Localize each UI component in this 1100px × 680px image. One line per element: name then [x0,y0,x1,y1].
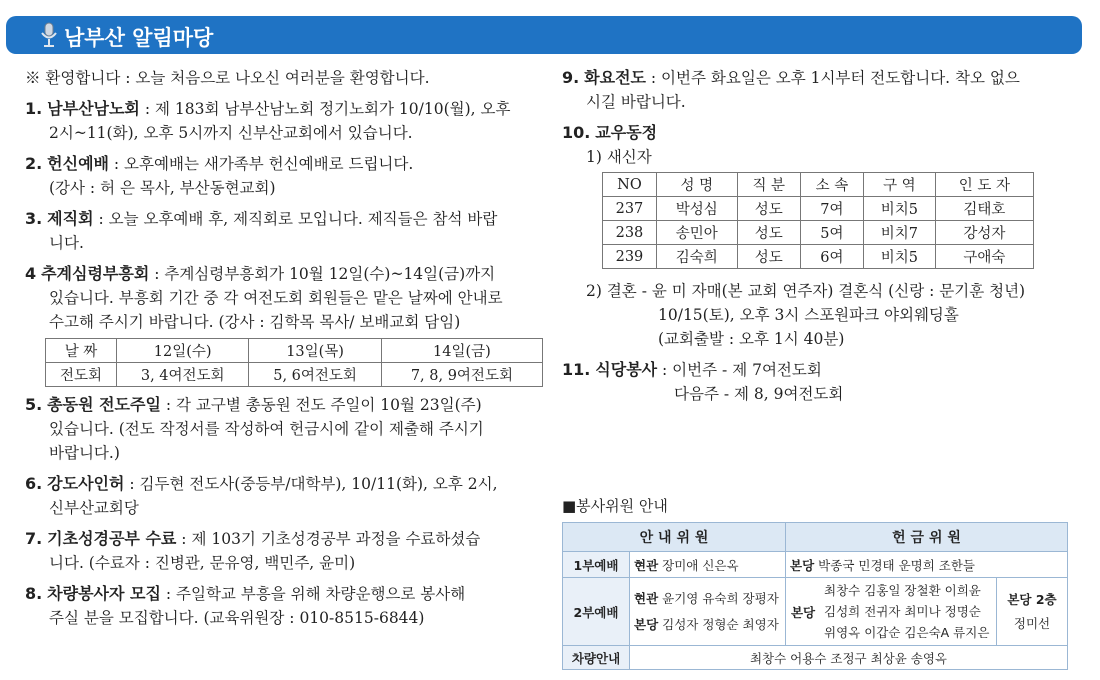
notice-title: 강도사인허 [47,474,125,493]
microphone-icon [38,22,60,48]
notice-7: 7. 기초성경공부 수료 : 제 103기 기초성경공부 과정을 수료하셨습 니다. (수료자 : 진병관, 문유영, 백민주, 윤미) [25,529,481,572]
notice-title: 기초성경공부 수료 [47,529,177,548]
wedding-line: 2) 결혼 - 윤 미 자매(본 교회 연주자) 결혼식 (신랑 : 문기훈 청년) [586,282,1026,300]
notice-title: 식당봉사 [595,360,658,379]
notice-title: 총동원 전도주일 [47,395,161,414]
notice-title: 화요전도 [584,68,646,87]
table-row: NO 성 명 직 분 소 속 구 역 인 도 자 [603,173,1034,197]
table-row: 238 송민아 성도 5여 비치7 강성자 [603,221,1034,245]
notice-6: 6. 강도사인허 : 김두현 전도사(중등부/대학부), 10/11(화), 오후 2시, 신부산교회당 [25,474,498,517]
notice-title: 추계심령부흥회 [41,264,150,283]
table-row: 차량안내 최창수 어용수 조정구 최상윤 송영옥 [563,646,1068,670]
notice-title: 차량봉사자 모집 [47,584,161,603]
notice-title: 헌신예배 [47,154,109,173]
left-column [25,66,545,637]
notice-title: 제직회 [47,209,94,228]
header-banner [6,16,1082,54]
notice-8: 8. 차량봉사자 모집 : 주일학교 부흥을 위해 차량운행으로 봉사해 주실 분을 모집합니다. (교육위원장 : 010-8515-6844) [25,584,466,627]
table-row: 2부예배 현관 윤기영 유숙희 장평자 본당 김성자 정형순 최영자 본당 최창수 김홍일 장철환 이희윤 김성희 전귀자 최미나 정명순 위영옥 이갑순 김은숙A 류지은 본당 2층 정미선 [563,578,1068,646]
welcome-text: ※ 환영합니다 : 오늘 처음으로 나오신 여러분을 환영합니다. [25,69,430,87]
section-title: ■봉사위원 안내 [562,497,668,515]
notice-10: 10. 교우동정 1) 새신자 NO 성 명 직 분 소 속 구 역 인 도 자 237 박성심 성도 7여 비치5 김태호 238 송민아 성도 5여 비치7 강성자 239 김숙희 성도 6여 비치5 구애숙 2) 결혼 - 윤 미 자매(본 교회 연주자) 결혼식 (신랑 : 문기훈 청년) 10/15(토), 오후 3시 스포원파크 야외웨딩홀 (교회출발 : 오후 1시 40분) [562,121,1082,351]
page-title: 남부산 알림마당 [64,26,214,50]
notice-3: 3. 제직회 : 오늘 오후예배 후, 제직회로 모입니다. 제직들은 참석 바랍 니다. [25,209,498,252]
volunteers-table [562,522,1068,670]
service-volunteers [562,494,1068,670]
notice-9: 9. 화요전도 : 이번주 화요일은 오후 1시부터 전도합니다. 착오 없으 시길 바랍니다. [562,68,1020,111]
right-column [562,66,1082,413]
newcomers-table [602,172,1034,269]
notice-title: 교우동정 [595,123,658,142]
notice-2: 2. 헌신예배 : 오후예배는 새가족부 헌신예배로 드립니다. (강사 : 허 은 목사, 부산동현교회) [25,154,414,197]
table-row: 1부예배 현관 장미애 신은옥 본당 박종국 민경태 운명희 조한들 [563,552,1068,578]
table-row: 237 박성심 성도 7여 비치5 김태호 [603,197,1034,221]
revival-schedule-table [45,338,543,387]
notice-5: 5. 총동원 전도주일 : 각 교구별 총동원 전도 주일이 10월 23일(주) 있습니다. (전도 작정서를 작성하여 헌금시에 같이 제출해 주시기 바랍니다.) [25,395,484,462]
notice-1: 1. 남부산남노회 : 제 183회 남부산남노회 정기노회가 10/10(월), 오후 2시~11(화), 오후 5시까지 신부산교회에서 있습니다. [25,99,511,142]
notice-4: 4 추계심령부흥회 : 추계심령부흥회가 10월 12일(수)~14일(금)까지 있습니다. 부흥회 기간 중 각 여전도회 회원들은 맡은 날짜에 안내로 수고해 주시기 바랍니다. (강사 : 김학목 목사/ 보배교회 담임) [25,264,503,331]
table-row: 239 김숙희 성도 6여 비치5 구애숙 [603,245,1034,269]
notice-11: 11. 식당봉사 : 이번주 - 제 7여전도회 다음주 - 제 8, 9여전도회 [562,360,844,403]
notice-title: 남부산남노회 [47,99,140,118]
table-row: 전도회 3, 4여전도회 5, 6여전도회 7, 8, 9여전도회 [46,363,543,387]
table-row: 안 내 위 원 헌 금 위 원 [563,523,1068,552]
table-row: 날 짜 12일(수) 13일(목) 14일(금) [46,339,543,363]
